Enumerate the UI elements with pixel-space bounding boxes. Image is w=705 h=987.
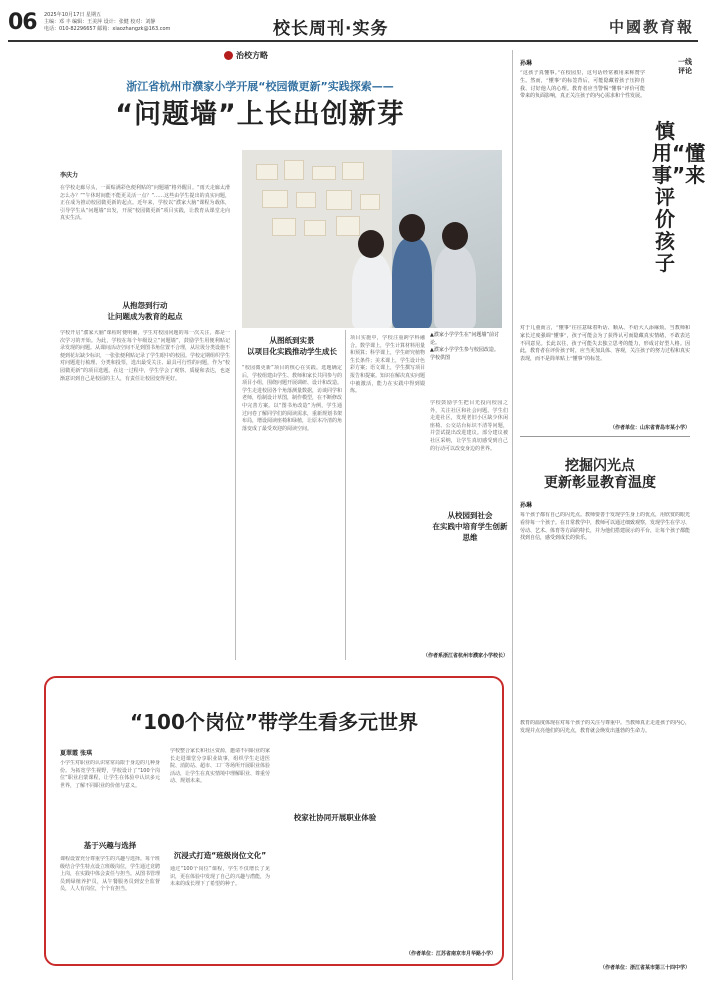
photo-student-head bbox=[399, 214, 425, 242]
article-column: “校园微更新”项目的核心在实践。选题确定后，学校组建由学生、教师和家长共同参与的项目小组，围绕问题开展调研、设计和改造。学生走进校园各个角落测量数据，访谈同学和老师，绘制设计草图，制作模型，在不断修改中完善方案。以“图书角改造”为例，学生通过问卷了解同学们的阅读需求，重新规划书架布局，增设阅读座椅和绿植，让原本冷清的角落变成了最受欢迎的阅读空间。 bbox=[242, 365, 342, 432]
header-meta-line: 主编：邓 丰 编辑：王美萍 设计：张健 校对：刘静 bbox=[44, 19, 156, 25]
second-article-subheading: 沉浸式打造“班级岗位文化” bbox=[173, 851, 267, 860]
article-headline: “问题墙”上长出创新芽 bbox=[115, 99, 405, 130]
second-article-subheading: 校家社协同开展职业体验 bbox=[293, 813, 377, 822]
column-divider bbox=[345, 330, 346, 660]
photo-student-head bbox=[358, 230, 384, 258]
second-article-source: （作者单位：江苏省南京市月华路小学） bbox=[405, 951, 496, 957]
second-article-column: 通过“100个岗位”课程，学生不仅增长了见识，更在体验中发现了自己的兴趣与潜能，为未来的成长埋下了希望的种子。 bbox=[170, 866, 270, 888]
commentary-author: 孙琳 bbox=[520, 60, 533, 67]
second-article-subheading: 基于兴趣与选择 bbox=[83, 841, 137, 850]
header-meta-line: 电话：010-82296657 邮箱：xiaozhangzk@163.com bbox=[44, 26, 171, 32]
subheading: 从抱怨到行动 让问题成为教育的起点 bbox=[107, 301, 183, 321]
page-number: 06 bbox=[8, 10, 37, 35]
commentary-headline: 慎用“懂事”来评价孩子 bbox=[652, 119, 705, 275]
article-author: 李庆力 bbox=[60, 172, 79, 179]
photo-note bbox=[304, 220, 326, 236]
article-photo bbox=[242, 150, 502, 328]
photo-note bbox=[262, 190, 288, 208]
article-source: （作者系浙江省杭州市濮家小学校长） bbox=[422, 653, 508, 659]
article-kicker: 浙江省杭州市濮家小学开展“校园微更新”实践探索—— bbox=[126, 80, 394, 93]
photo-note bbox=[336, 216, 360, 236]
second-article-column: 课程设置充分尊重学生的兴趣与选择。每个班级结合学生特点设立班级岗位，学生通过竞聘上岗，在实践中体会责任与担当。从图书管理员到绿植养护员，从午餐服务员到安全监督员，人人有岗位，个个有担当。 bbox=[60, 856, 160, 893]
photo-student bbox=[434, 246, 476, 328]
photo-student bbox=[392, 238, 432, 328]
newspaper-logo: 中國教育報 bbox=[608, 18, 694, 36]
column-divider bbox=[512, 50, 513, 980]
photo-student bbox=[352, 254, 392, 328]
commentary-tag: 一线评论 bbox=[678, 58, 692, 75]
second-article-column: 小学生对职业的认识常常局限于身边的几种身份。为拓宽学生视野，学校设计了“100个岗位”职业启蒙课程，让学生在体验中认识多元世界，了解不同职业的价值与意义。 bbox=[60, 760, 160, 789]
page-header bbox=[8, 8, 698, 42]
header-meta bbox=[44, 12, 244, 33]
photo-note bbox=[342, 162, 364, 180]
photo-note bbox=[326, 190, 352, 210]
commentary-text: 每个孩子都有自己的闪光点。教师要善于发现学生身上的优点，用欣赏的眼光看待每一个孩子。在日常教学中，教师可以通过细致观察，发现学生在学习、劳动、艺术、体育等方面的特长，并为他们搭建展示的平台，让每个孩子都能找到自信，感受到成长的快乐。 bbox=[520, 512, 690, 542]
photo-caption: ▲濮家小学学生在“问题墙”前讨论。 ▲濮家小学学生参与校园改造。 学校供图 bbox=[430, 332, 500, 361]
section-title: 校长周刊·实务 bbox=[273, 19, 389, 39]
article-column: 学校开启“濮家大脑”课程时便明确，学生对校园问题的每一次关注，都是一次学习的开始。为此，学校在每个年级设立“问题墙”，鼓励学生用便利贴记录发现的问题。从课间活动空间不足到图书角位置不合理，从垃圾分类设施不便到花坛缺少标识，一张张便利贴记录了学生眼中的校园。学校定期组织学生对问题进行梳理、分类和投票，选出最受关注、最具可行性的问题，作为“校园微更新”的项目选题。在这一过程中，学生学会了观察、质疑和表达，也逐渐意识到自己是校园的主人，有责任让校园变得更好。 bbox=[60, 330, 230, 382]
commentary-text: 教育的温度体现在对每个孩子的关注与尊重中。当教师真正走进孩子的内心，发现并点亮他们的闪光点，教育就会焕发出蓬勃的生命力。 bbox=[520, 720, 690, 734]
second-article-headline: “100个岗位”带学生看多元世界 bbox=[129, 710, 419, 734]
photo-student-head bbox=[442, 222, 468, 250]
commentary-source-2: （作者单位：浙江省某市第三十四中学） bbox=[599, 965, 690, 971]
section-label: 治校方略 bbox=[224, 50, 268, 61]
article-lead bbox=[60, 170, 230, 223]
commentary-headline-2: 挖掘闪光点 更新彰显教育温度 bbox=[544, 458, 656, 491]
article-column: 学校鼓励学生把目光投向校园之外，关注社区和社会问题。学生们走进社区，发现老旧小区缺少休闲座椅、公交站台标识不清等问题，并尝试提出改进建议。部分建议被社区采纳，让学生真切感受到自己的行动可以改变身边的世界。 bbox=[430, 400, 508, 452]
commentary-author-2: 孙琳 bbox=[520, 502, 533, 509]
photo-note bbox=[312, 166, 336, 180]
article-column: 项目实施中，学校注重跨学科融合。数学课上，学生计算材料用量和预算；科学课上，学生研究植物生长条件；美术课上，学生设计色彩方案；语文课上，学生撰写项目报告和提案。知识在解决真实问题中被激活，能力在实践中得到锻炼。 bbox=[350, 335, 425, 395]
lead-text: 在学校走廊尽头，一面贴满彩色便利贴的“问题墙”格外醒目。“雨天走廊太滑怎么办？”“午休时间能不能更灵活一点？”……这些由学生提出的真实问题，正在成为推动校园微更新的起点。近年来，学校以“濮家大脑”课程为载体，引导学生从“问题墙”出发，开展“校园微更新”项目实践，让教育从课堂走向真实生活。 bbox=[60, 185, 230, 222]
commentary-text: 对于儿童而言，“懂事”往往意味着听话、顺从、不给大人添麻烦。当教师和家长过度强调“懂事”，孩子可能会为了获得认可而隐藏真实情绪，不敢表达不同意见。长此以往，孩子可能失去独立思考的能力，形成讨好型人格。因此，教育者在评价孩子时，应当更加具体、客观，关注孩子的努力过程和真实表现，而不是简单贴上“懂事”的标签。 bbox=[520, 325, 690, 363]
photo-note bbox=[256, 164, 278, 180]
commentary-text: “这孩子真懂事。”在校园里，这句话经常被用来称赞学生。然而，“懂事”的标签背后，可能隐藏着孩子压抑自我、讨好他人的心理。教育者应当警惕“懂事”评价可能带来的负面影响，真正关注孩子的内心需求和个性发展。 bbox=[520, 70, 645, 100]
photo-note bbox=[272, 218, 296, 236]
second-article-author: 夏翠霞 张琪 bbox=[60, 750, 93, 757]
commentary-source: （作者单位：山东省青岛市某小学） bbox=[609, 425, 690, 431]
photo-note bbox=[284, 160, 304, 180]
subheading: 从图纸到实景 以项目化实践推动学生成长 bbox=[247, 336, 337, 356]
subheading: 从校园到社会 在实践中培育学生创新思维 bbox=[432, 511, 508, 542]
photo-note bbox=[360, 194, 380, 210]
header-meta-line: 2025年10月17日 星期五 bbox=[44, 12, 102, 18]
column-divider bbox=[235, 330, 236, 660]
section-dot-icon bbox=[224, 51, 233, 60]
second-article-column: 学校整合家长和社区资源，邀请不同职业的家长走进课堂分享职业故事，组织学生走进医院、消防站、超市、工厂等场所开展职业体验活动，让学生在真实情境中理解职业、尊重劳动、规划未来。 bbox=[170, 748, 270, 785]
photo-note bbox=[296, 192, 316, 208]
divider bbox=[520, 436, 690, 437]
